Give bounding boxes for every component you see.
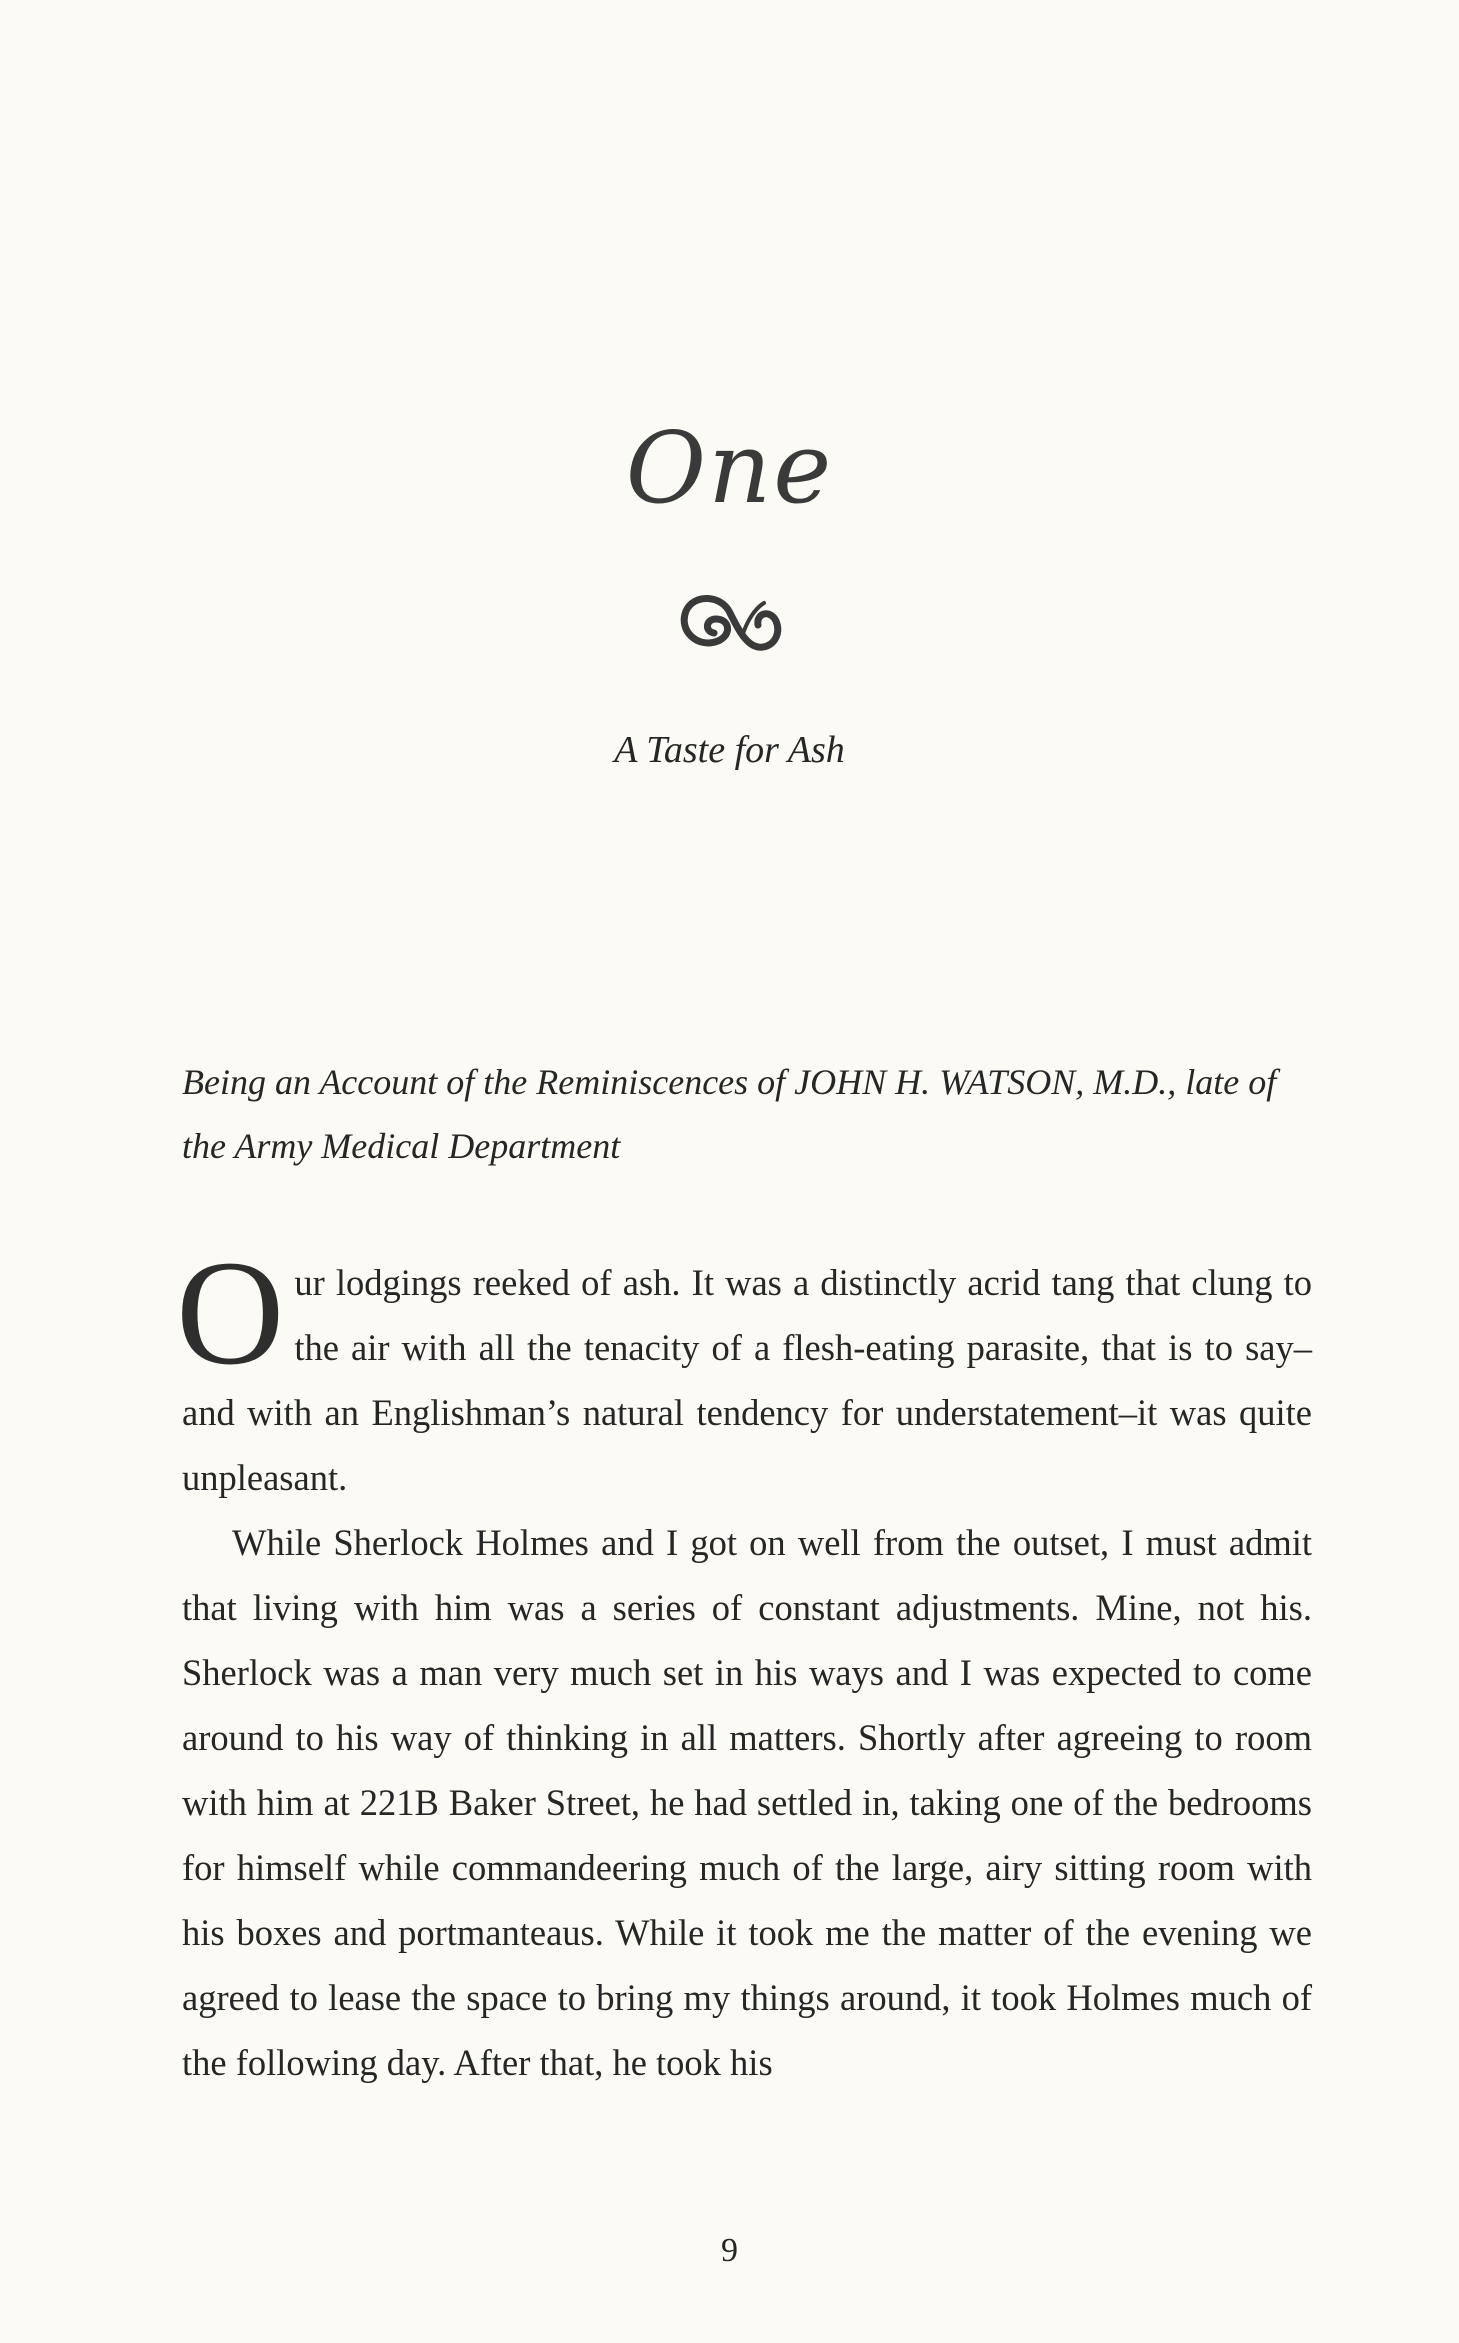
chapter-subtitle: Being an Account of the Reminiscences of JOHN H. WATSON, M.D., late of the Army Medical Department — [182, 1062, 1277, 1166]
drop-cap: O — [176, 1230, 285, 1396]
page-number: 9 — [721, 2232, 738, 2269]
paragraph-1-text: ur lodgings reeked of ash. It was a distinctly acrid tang that clung to the air with all the tenacity of a flesh-eating parasite, that is to say–and with an Englishman’s natural tendency for understatement–it was quite unpleasant. — [182, 1262, 1312, 1498]
paragraph-2: While Sherlock Holmes and I got on well from the outset, I must admit that living with him was a series of constant adjustments. Mine, not his. Sherlock was a man very much set in his ways and I was expected to come around to his way of thinking in all matters. Shortly after agreeing to room with him at 221B Baker Street, he had settled in, taking one of the bedrooms for himself while commandeering much of the large, airy sitting room with his boxes and portmanteaus. While it took me the matter of the evening we agreed to lease the space to bring my things around, it took Holmes much of the following day. After that, he took his — [182, 1522, 1312, 2083]
chapter-heading: One — [625, 412, 834, 526]
body-text — [176, 1230, 1312, 2095]
chapter-title: A Taste for Ash — [614, 729, 845, 771]
swirl-ornament-icon — [672, 575, 802, 665]
paragraph-1 — [176, 1230, 1312, 1510]
